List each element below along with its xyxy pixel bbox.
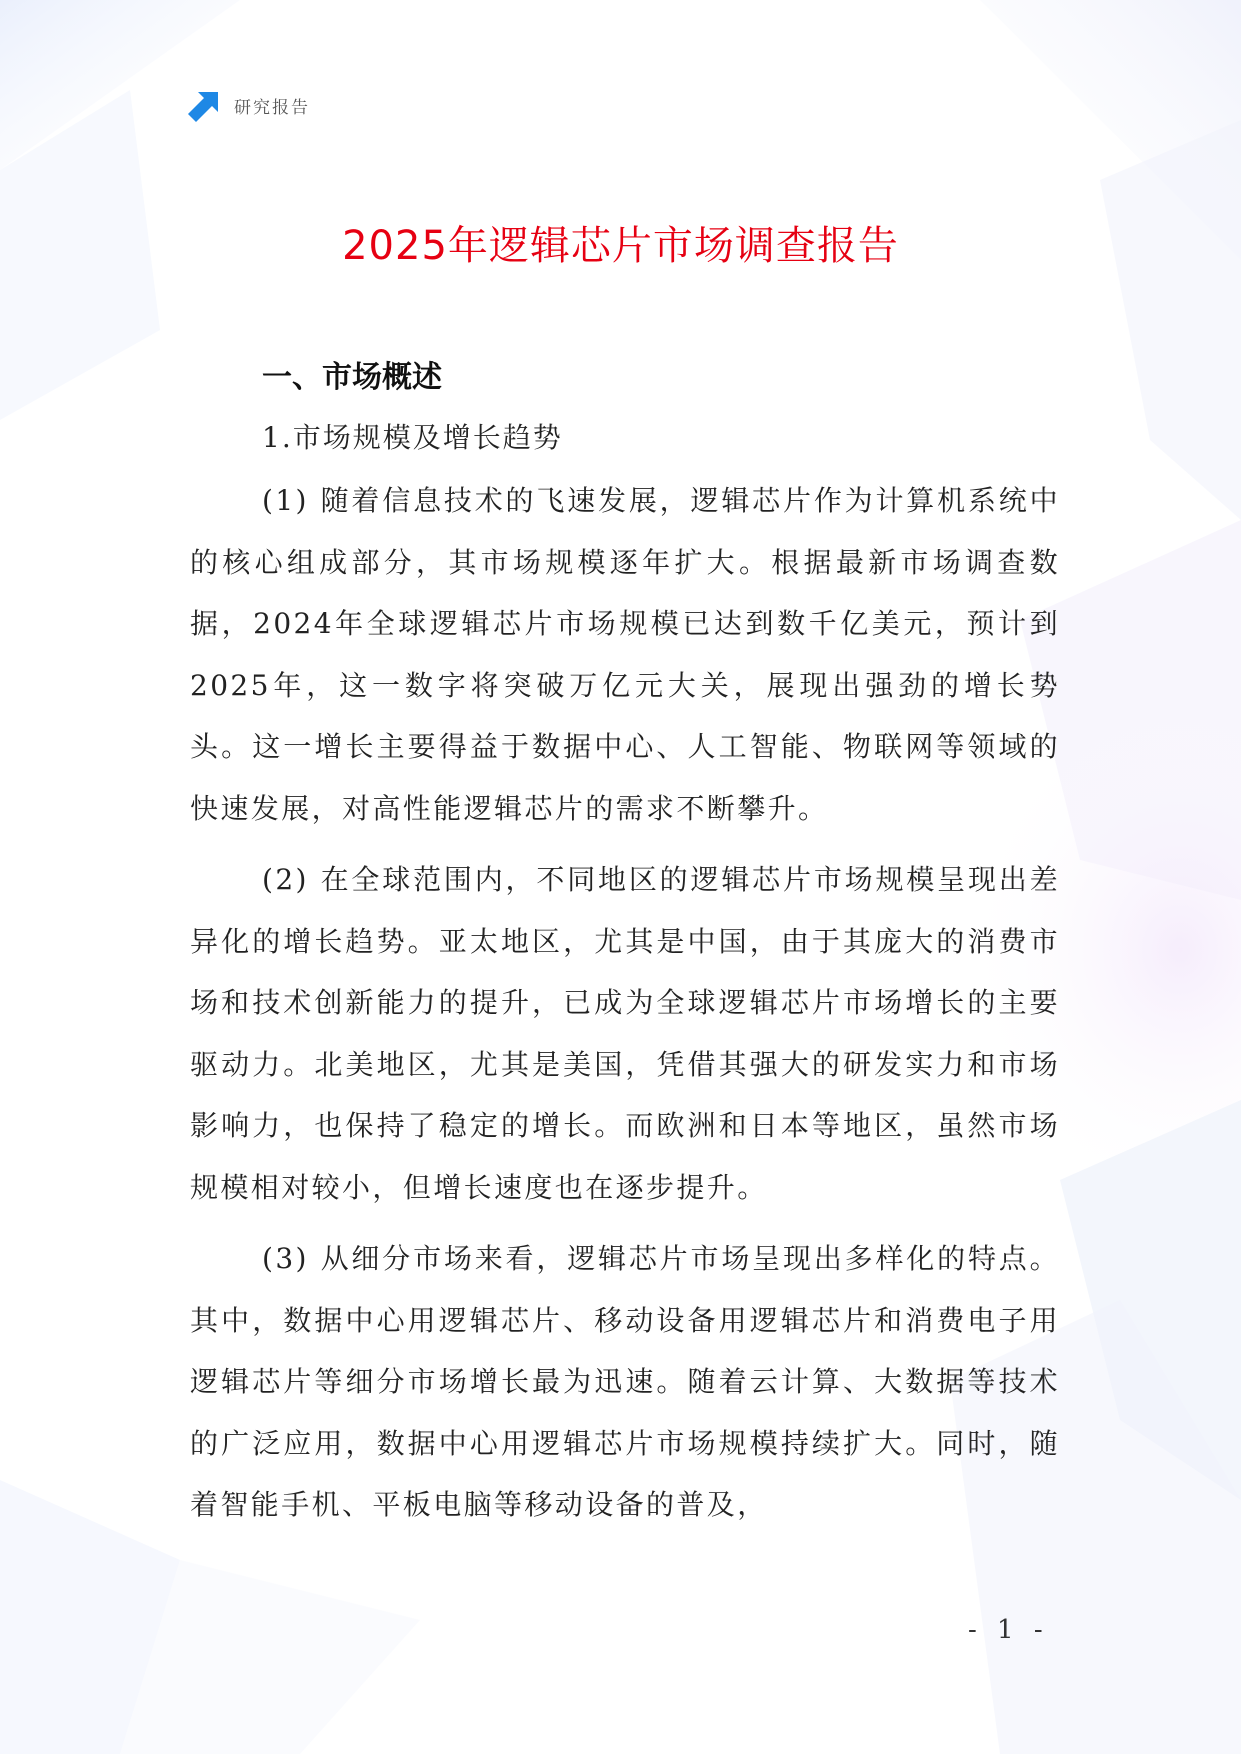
document-title: 2025年逻辑芯片市场调查报告 xyxy=(342,223,899,269)
paragraph-3: (3) 从细分市场来看，逻辑芯片市场呈现出多样化的特点。其中，数据中心用逻辑芯片、移动设备用逻辑芯片和消费电子用逻辑芯片等细分市场增长最为迅速。随着云计算、大数据等技术的广泛应用，数据中心用逻辑芯片市场规模持续扩大。同时，随着智能手机、平板电脑等移动设备的普及， xyxy=(190,1242,1060,1521)
section-heading: 一、市场概述 xyxy=(262,360,442,395)
paragraph-2: (2) 在全球范围内，不同地区的逻辑芯片市场规模呈现出差异化的增长趋势。亚太地区，尤其是中国，由于其庞大的消费市场和技术创新能力的提升，已成为全球逻辑芯片市场增长的主要驱动力。北美地区，尤其是美国，凭借其强大的研发实力和市场影响力，也保持了稳定的增长。而欧洲和日本等地区，虽然市场规模相对较小，但增长速度也在逐步提升。 xyxy=(190,863,1060,1204)
paragraph-1: (1) 随着信息技术的飞速发展，逻辑芯片作为计算机系统中的核心组成部分，其市场规模逐年扩大。根据最新市场调查数据，2024年全球逻辑芯片市场规模已达到数千亿美元，预计到2025年，这一数字将突破万亿元大关，展现出强劲的增长势头。这一增长主要得益于数据中心、人工智能、物联网等领域的快速发展，对高性能逻辑芯片的需求不断攀升。 xyxy=(190,484,1060,825)
page-number: - 1 - xyxy=(968,1615,1049,1645)
report-header xyxy=(188,88,310,122)
sub-heading: 1.市场规模及增长趋势 xyxy=(262,421,563,454)
header-label: 研究报告 xyxy=(234,97,310,118)
document-body xyxy=(190,352,1060,1536)
arrow-up-right-icon xyxy=(188,88,222,122)
